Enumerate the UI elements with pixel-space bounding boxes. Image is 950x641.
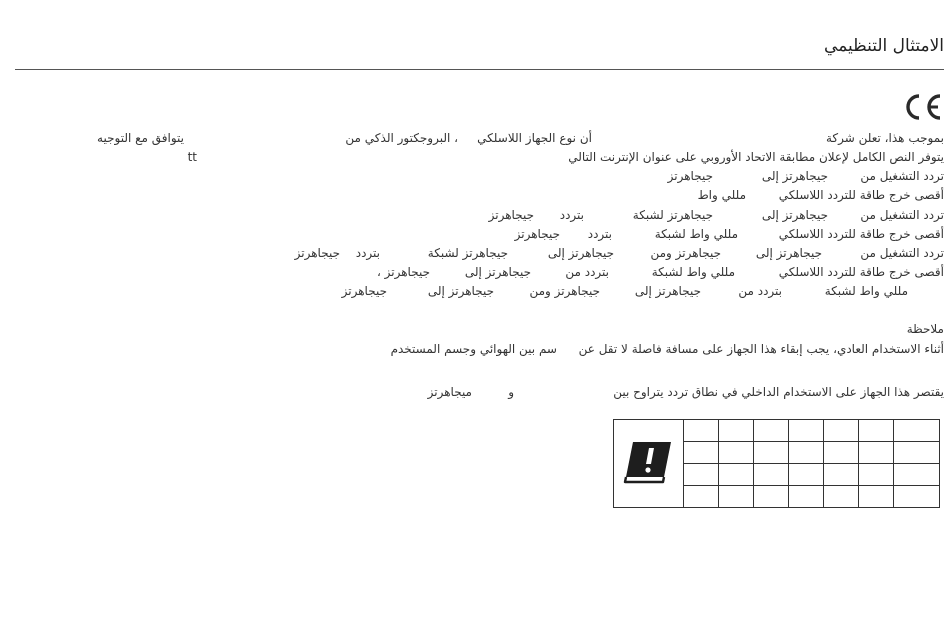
table-cell — [824, 486, 859, 508]
table-cell — [789, 420, 824, 442]
declaration-text: بموجب هذا، تعلن شركة — [825, 131, 944, 145]
freq-text: جيجاهرتز لشبكة — [427, 246, 508, 260]
table-cell — [754, 420, 789, 442]
declaration-text: tt — [187, 150, 197, 164]
freq-text: جيجاهرتز ، — [376, 265, 430, 279]
table-cell — [719, 420, 754, 442]
indoor-text: و — [508, 385, 514, 399]
table-cell — [684, 486, 719, 508]
table-cell — [754, 486, 789, 508]
freq-text: بتردد — [355, 246, 380, 260]
freq-text: جيجاهرتز لشبكة — [632, 208, 713, 222]
freq-text: جيجاهرتز إلى — [634, 284, 701, 298]
freq-text: جيجاهرتز إلى — [761, 208, 828, 222]
exclamation-book-icon — [623, 439, 675, 485]
page-title: الامتثال التنظيمي — [824, 36, 944, 56]
freq-text: بتردد — [559, 208, 584, 222]
table-cell — [824, 420, 859, 442]
declaration-text: يتوافق مع التوجيه — [97, 131, 184, 145]
freq-text: مللي واط لشبكة — [824, 284, 908, 298]
freq-text: تردد التشغيل من — [860, 246, 944, 260]
table-cell — [719, 442, 754, 464]
freq-text: بتردد — [587, 227, 612, 241]
freq-text: مللي واط لشبكة — [651, 265, 735, 279]
freq-text: جيجاهرتز إلى — [464, 265, 531, 279]
table-cell — [719, 464, 754, 486]
freq-text: جيجاهرتز ومن — [650, 246, 721, 260]
table-cell — [789, 486, 824, 508]
table-cell — [719, 486, 754, 508]
table-cell — [754, 442, 789, 464]
table-cell — [754, 464, 789, 486]
note-text: أثناء الاستخدام العادي، يجب إبقاء هذا الجهاز على مسافة فاصلة لا تقل عن — [578, 342, 944, 356]
freq-text: جيجاهرتز ومن — [529, 284, 600, 298]
freq-text: أقصى خرج طاقة للتردد اللاسلكي — [778, 227, 944, 241]
table-cell — [894, 486, 940, 508]
table-cell — [684, 464, 719, 486]
freq-text: أقصى خرج طاقة للتردد اللاسلكي — [778, 265, 944, 279]
title-divider — [15, 69, 944, 70]
table-cell — [684, 420, 719, 442]
indoor-text: ميجاهرتز — [427, 385, 472, 399]
freq-text: جيجاهرتز إلى — [547, 246, 614, 260]
ce-mark-icon — [904, 92, 944, 122]
freq-text: جيجاهرتز إلى — [761, 169, 828, 183]
table-cell — [894, 442, 940, 464]
note-text: سم بين الهوائي وجسم المستخدم — [390, 342, 557, 356]
freq-text: تردد التشغيل من — [860, 169, 944, 183]
freq-text: جيجاهرتز — [341, 284, 387, 298]
freq-text: بتردد من — [738, 284, 782, 298]
freq-text: جيجاهرتز — [488, 208, 534, 222]
table-row — [614, 420, 940, 442]
freq-text: مللي واط — [697, 188, 746, 202]
freq-text: مللي واط لشبكة — [654, 227, 738, 241]
freq-text: تردد التشغيل من — [860, 208, 944, 222]
table-cell — [684, 442, 719, 464]
table-cell — [789, 442, 824, 464]
table-cell — [859, 464, 894, 486]
table-cell — [824, 442, 859, 464]
freq-text: جيجاهرتز إلى — [427, 284, 494, 298]
warning-icon-cell — [614, 420, 684, 508]
declaration-text: أن نوع الجهاز اللاسلكي — [477, 131, 592, 145]
table-cell — [859, 486, 894, 508]
note-label: ملاحظة — [906, 322, 944, 336]
freq-text: جيجاهرتز إلى — [755, 246, 822, 260]
freq-text: جيجاهرتز — [294, 246, 340, 260]
table-cell — [859, 420, 894, 442]
freq-text: جيجاهرتز — [514, 227, 560, 241]
freq-text: أقصى خرج طاقة للتردد اللاسلكي — [778, 188, 944, 202]
table-cell — [859, 442, 894, 464]
table-cell — [824, 464, 859, 486]
table-cell — [789, 464, 824, 486]
table-cell — [894, 420, 940, 442]
declaration-text: ، البروجكتور الذكي من — [345, 131, 458, 145]
indoor-text: يقتصر هذا الجهاز على الاستخدام الداخلي في نطاق تردد يتراوح بين — [613, 385, 944, 399]
full-text-line: يتوفر النص الكامل لإعلان مطابقة الاتحاد الأوروبي على عنوان الإنترنت التالي — [568, 150, 944, 164]
country-table — [613, 419, 940, 508]
freq-text: جيجاهرتز — [667, 169, 713, 183]
freq-text: بتردد من — [565, 265, 609, 279]
table-cell — [894, 464, 940, 486]
